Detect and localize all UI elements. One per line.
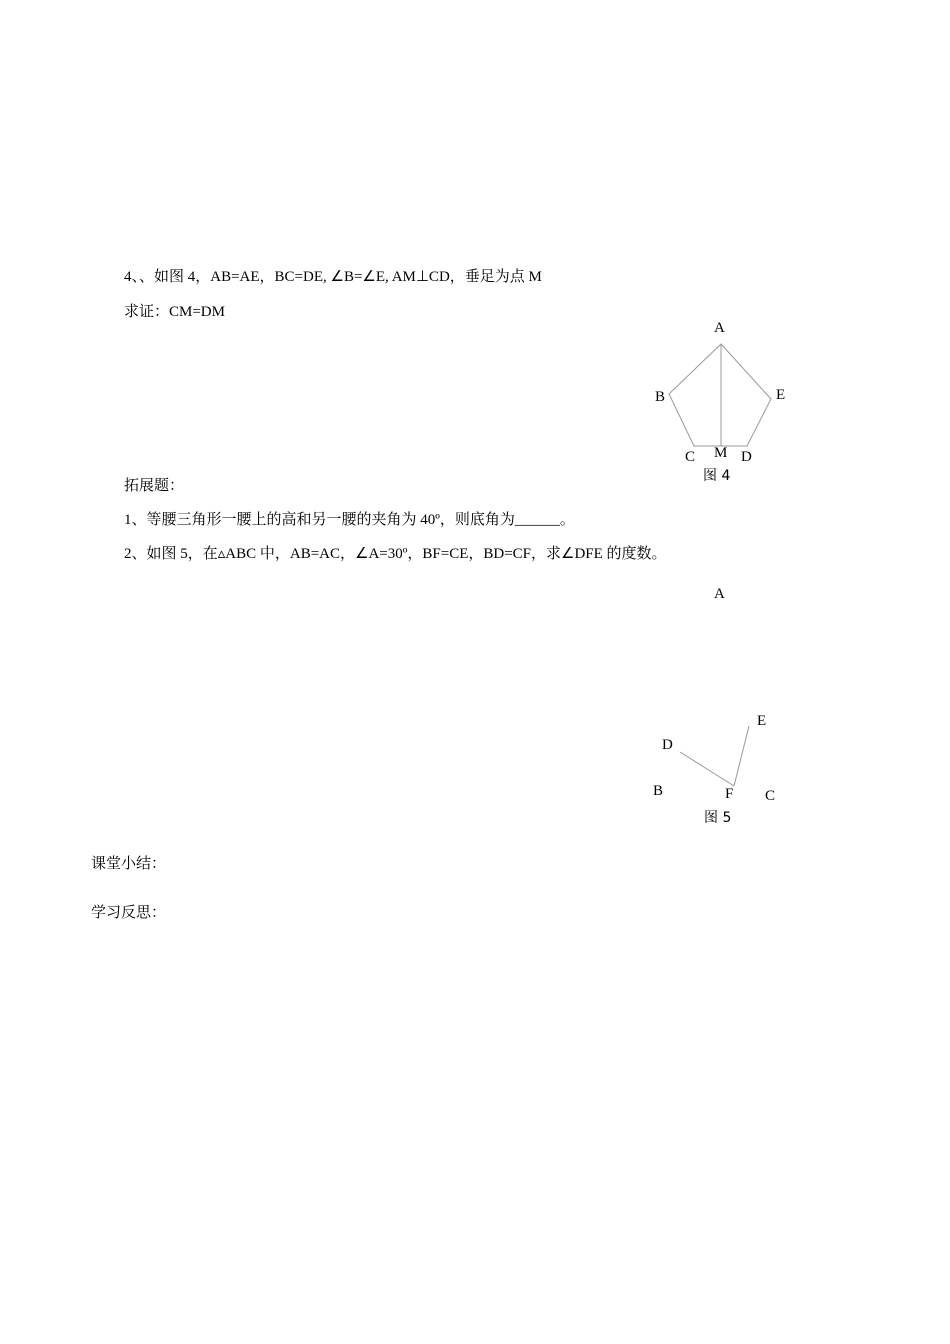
label-d: D	[662, 737, 673, 753]
class-summary-heading: 课堂小结：	[91, 854, 167, 872]
pentagon-abcde	[669, 344, 771, 446]
segment-df	[680, 752, 734, 786]
label-a: A	[714, 586, 725, 602]
extension-question-2: 2、如图 5，在▵ABC 中，AB=AC，∠A=30º，BF=CE，BD=CF，求∠DFE 的度数。	[124, 546, 667, 562]
label-c: C	[685, 449, 696, 465]
label-m: M	[714, 445, 728, 461]
segment-ef	[734, 726, 749, 786]
extension-question-1: 1、等腰三角形一腰上的高和另一腰的夹角为 40º，则底角为______。	[124, 512, 575, 528]
problem-4-statement: 4、、如图 4，AB=AE，BC=DE, ∠B=∠E, AM⊥CD，垂足为点 M	[124, 269, 542, 285]
figure-4-caption: 图 4	[703, 468, 731, 484]
figure-4	[640, 315, 810, 490]
label-e: E	[776, 387, 786, 403]
label-f: F	[725, 786, 734, 802]
label-d: D	[741, 449, 752, 465]
label-a: A	[714, 320, 725, 336]
figure-5-caption: 图 5	[704, 810, 732, 826]
label-c: C	[765, 788, 776, 804]
extension-heading: 拓展题：	[124, 476, 185, 494]
figure-5	[640, 580, 810, 830]
label-b: B	[653, 783, 664, 799]
reflection-heading: 学习反思：	[91, 903, 167, 921]
label-b: B	[655, 389, 666, 405]
problem-4-prove: 求证：CM=DM	[124, 304, 225, 320]
label-e: E	[757, 713, 767, 729]
